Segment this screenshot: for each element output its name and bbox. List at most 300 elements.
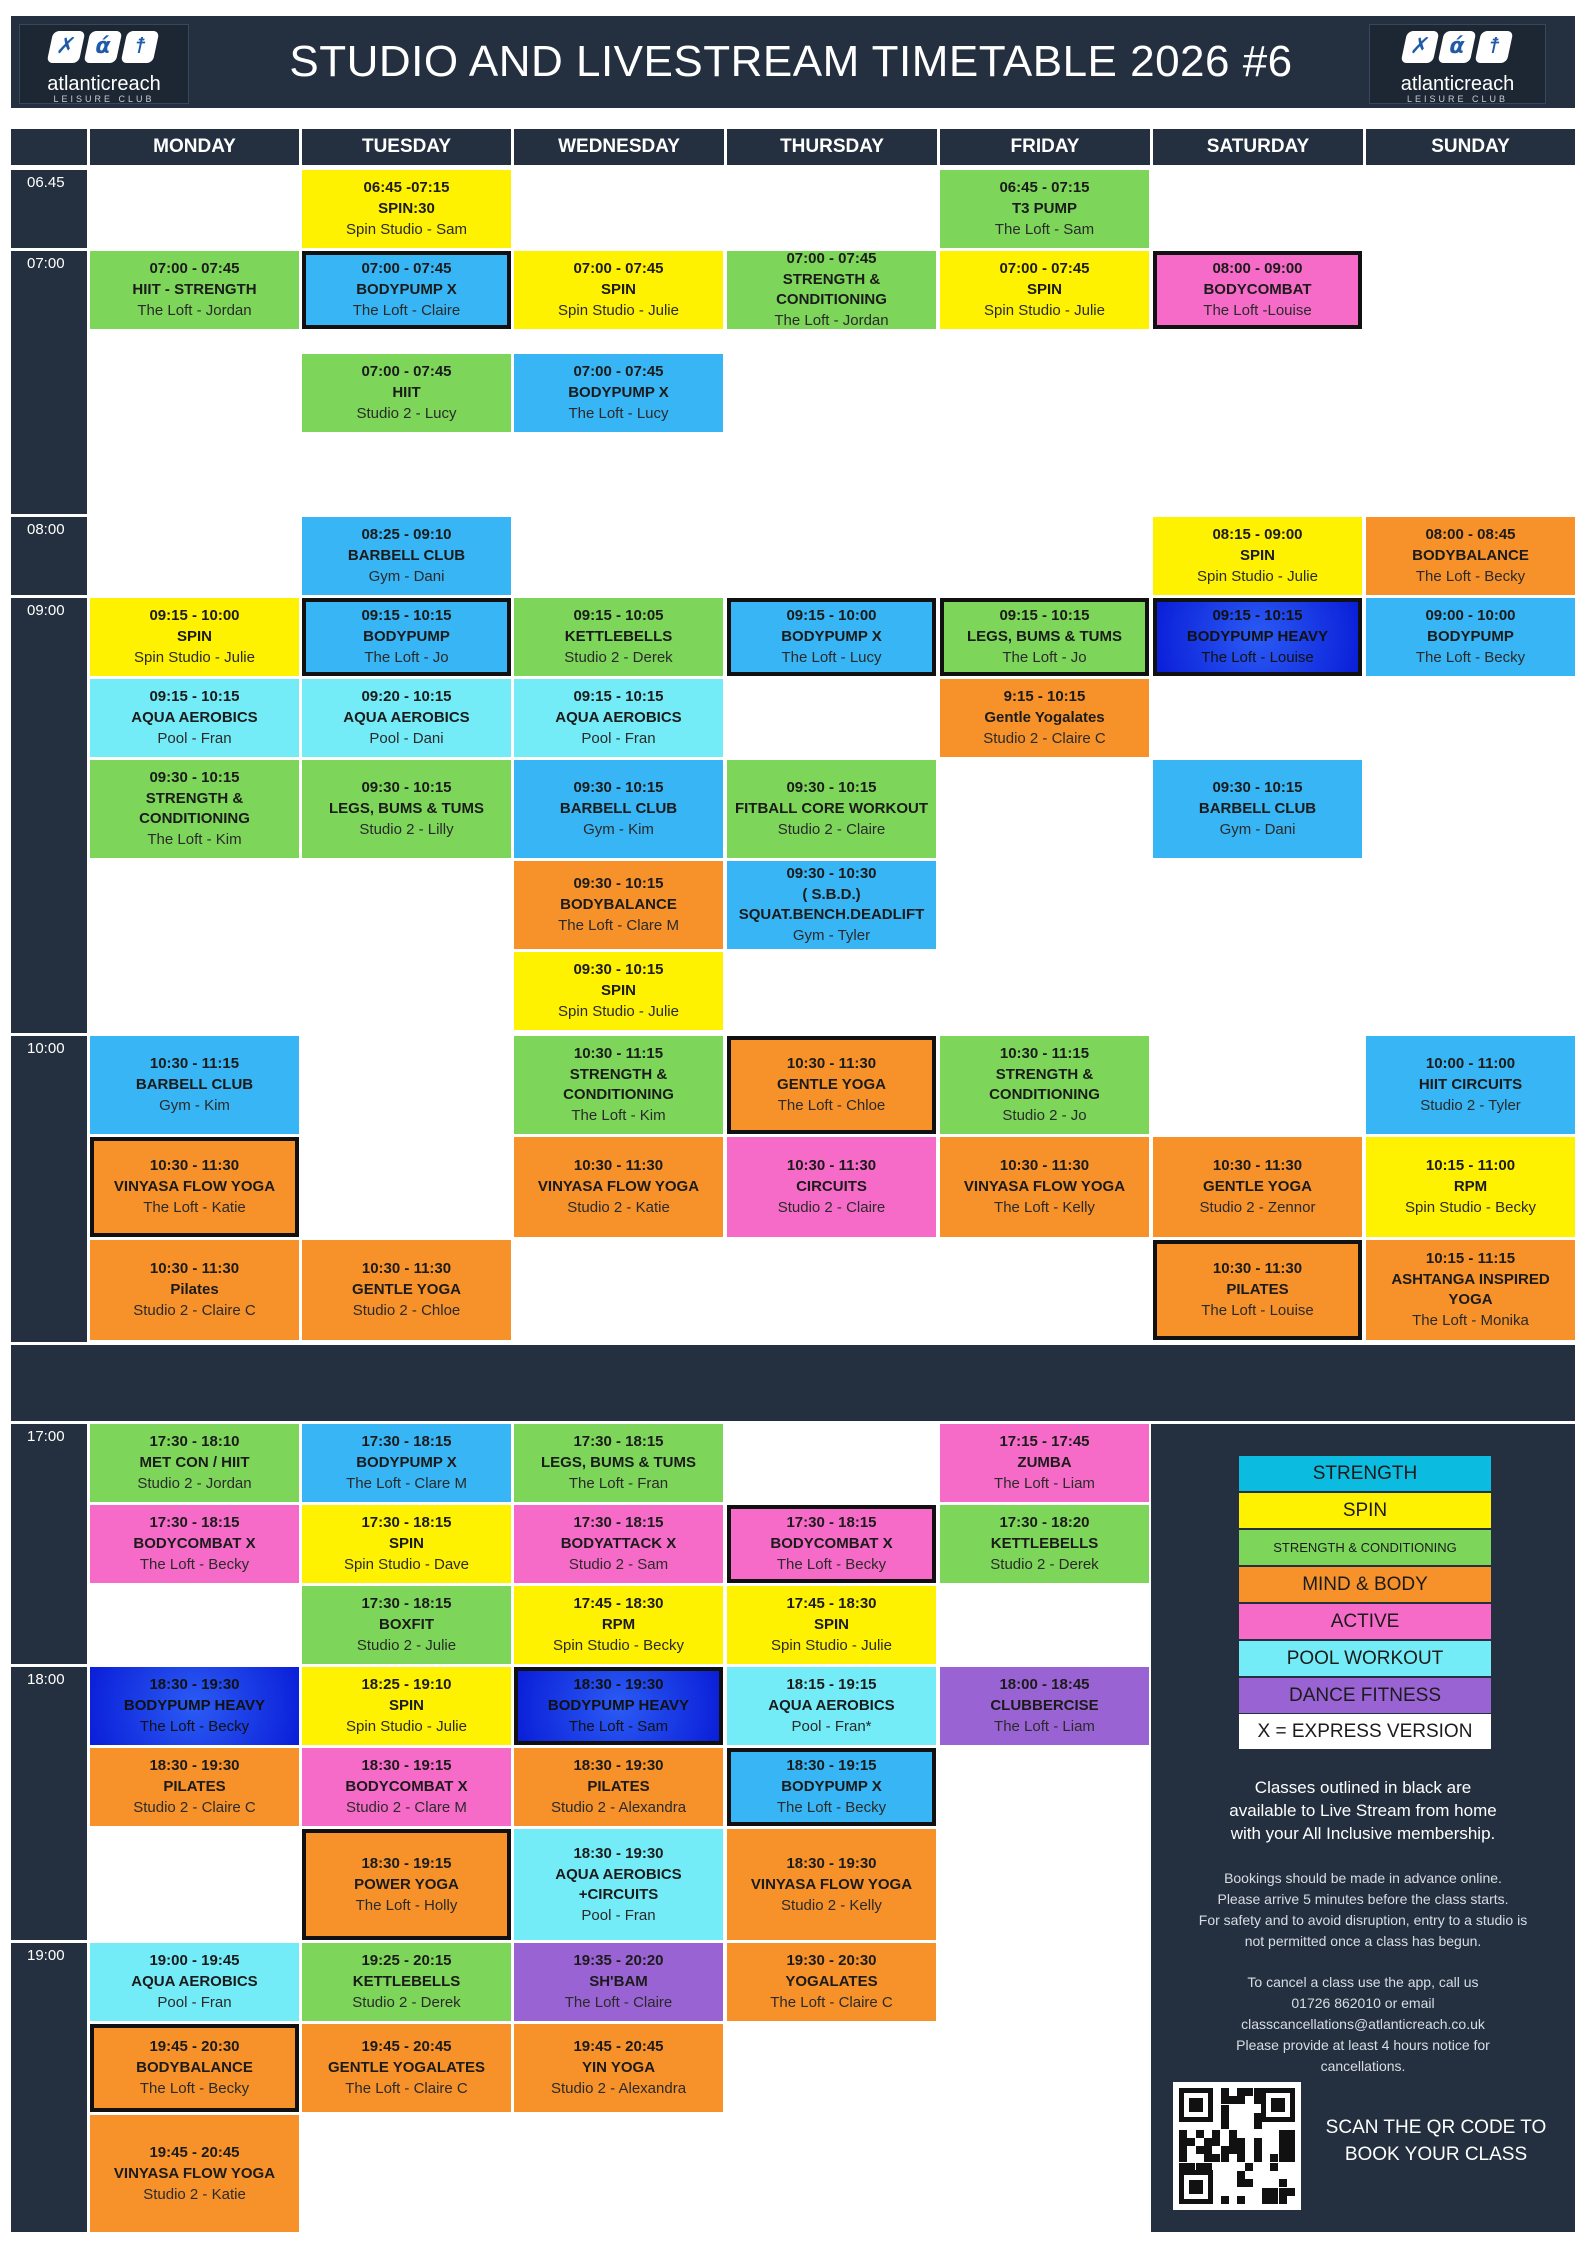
class-cell[interactable]	[302, 517, 511, 595]
midday-divider	[11, 1345, 1575, 1421]
class-time: 10:30 - 11:30	[361, 1260, 452, 1277]
class-location: Studio 2 - Tyler	[1420, 1097, 1521, 1114]
class-time: 19:45 - 20:45	[149, 2143, 240, 2161]
class-time: 09:15 - 10:05	[573, 607, 664, 624]
class-time: 17:30 - 18:15	[361, 1514, 452, 1531]
class-cell[interactable]	[940, 1667, 1149, 1745]
class-cell[interactable]	[514, 1748, 723, 1826]
qr-caption-line: SCAN THE QR CODE TO	[1325, 2117, 1547, 2138]
qr-caption-line: BOOK YOUR CLASS	[1344, 2144, 1528, 2165]
time-label: 07:00	[27, 255, 65, 272]
class-cell[interactable]	[1366, 1240, 1575, 1340]
class-time: 17:15 - 17:45	[999, 1433, 1090, 1450]
class-time: 18:30 - 19:30	[149, 1757, 240, 1774]
class-time: 17:30 - 18:10	[149, 1433, 240, 1450]
class-time: 10:30 - 11:30	[999, 1157, 1090, 1174]
class-name: AQUA AEROBICS	[343, 709, 470, 726]
logo-subtitle: LEISURE CLUB	[1406, 94, 1509, 104]
class-name: MET CON / HIIT	[139, 1454, 250, 1471]
class-name: YOGALATES	[785, 1973, 878, 1990]
class-name: BODYCOMBAT X	[770, 1535, 893, 1552]
class-cell[interactable]	[1366, 1036, 1575, 1134]
class-name: ASHTANGA INSPIRED YOGA	[1391, 1271, 1550, 1308]
legend-item: X = EXPRESS VERSION	[1239, 1714, 1491, 1750]
class-location: The Loft - Clare M	[558, 917, 679, 934]
time-label: 10:00	[27, 1040, 65, 1057]
class-time: 18:30 - 19:15	[361, 1757, 452, 1774]
class-time: 10:30 - 11:30	[573, 1157, 664, 1174]
class-location: Studio 2 - Lucy	[356, 405, 457, 422]
class-name: BODYPUMP HEAVY	[547, 1697, 690, 1714]
class-name: AQUA AEROBICS	[131, 1973, 258, 1990]
class-name: BODYBALANCE	[1412, 547, 1529, 564]
class-cell[interactable]	[514, 760, 723, 858]
class-time: 19:30 - 20:30	[786, 1952, 877, 1969]
class-time: 09:15 - 10:15	[149, 688, 240, 705]
class-location: Spin Studio - Becky	[1405, 1199, 1536, 1216]
class-cell[interactable]	[302, 1240, 511, 1340]
class-location: The Loft - Becky	[139, 1556, 250, 1573]
class-time: 17:30 - 18:15	[573, 1514, 664, 1531]
class-name: BODYCOMBAT	[1203, 281, 1312, 298]
class-cell[interactable]	[940, 1137, 1149, 1237]
class-location: Spin Studio - Julie	[346, 1718, 467, 1735]
class-time: 07:00 - 07:45	[786, 250, 877, 267]
class-name: LEGS, BUMS & TUMS	[540, 1454, 696, 1471]
logo-subtitle: LEISURE CLUB	[53, 94, 155, 104]
class-time: 10:30 - 11:15	[149, 1055, 240, 1072]
class-location: Gym - Tyler	[792, 927, 871, 944]
class-name: KETTLEBELLS	[564, 628, 673, 645]
class-time: 07:00 - 07:45	[361, 363, 452, 380]
class-name: PILATES	[587, 1778, 650, 1795]
legend-item: STRENGTH & CONDITIONING	[1239, 1530, 1491, 1566]
class-time: 18:25 - 19:10	[361, 1676, 452, 1693]
class-cell[interactable]	[727, 1829, 936, 1940]
class-location: Pool - Fran	[581, 1906, 656, 1924]
figure-cycle-icon: ά	[84, 31, 123, 63]
class-cell[interactable]	[90, 1424, 299, 1502]
class-cell[interactable]	[1153, 251, 1362, 329]
class-cell[interactable]	[1153, 598, 1362, 676]
class-time: 08:25 - 09:10	[361, 526, 452, 543]
class-location: The Loft - Becky	[1415, 568, 1526, 585]
booking-qr-code[interactable]	[1173, 2082, 1301, 2210]
class-cell[interactable]	[90, 1505, 299, 1583]
class-location: Gym - Dani	[368, 568, 445, 585]
class-cell[interactable]	[514, 1586, 723, 1664]
day-header-saturday: SATURDAY	[1153, 129, 1363, 165]
class-location: The Loft - Liam	[994, 1718, 1095, 1735]
class-time: 10:30 - 11:30	[1212, 1260, 1303, 1277]
class-time: 17:30 - 18:15	[573, 1433, 664, 1450]
class-location: Pool - Fran	[581, 730, 656, 747]
class-cell[interactable]	[514, 251, 723, 329]
class-location: The Loft - Jordan	[774, 312, 889, 329]
class-location: The Loft -Louise	[1203, 302, 1312, 319]
class-cell[interactable]	[727, 760, 936, 858]
club-logo-left	[19, 24, 189, 104]
class-name: SPIN	[600, 982, 636, 999]
day-header-wednesday: WEDNESDAY	[514, 129, 724, 165]
class-cell[interactable]	[940, 679, 1149, 757]
time-label: 08:00	[27, 521, 65, 538]
legend-item: ACTIVE	[1239, 1604, 1491, 1640]
class-time: 09:30 - 10:15	[786, 779, 877, 796]
class-cell[interactable]	[940, 251, 1149, 329]
class-cell[interactable]	[727, 861, 936, 949]
class-name: BODYBALANCE	[560, 896, 677, 913]
class-location: Gym - Kim	[159, 1097, 230, 1114]
time-label: 17:00	[27, 1428, 65, 1445]
class-location: The Loft - Clare M	[346, 1475, 467, 1492]
class-location: The Loft - Sam	[568, 1718, 669, 1735]
class-name: BODYPUMP X	[781, 628, 882, 645]
class-location: Studio 2 - Kelly	[781, 1896, 882, 1914]
class-time: 09:30 - 10:15	[573, 779, 664, 796]
class-location: The Loft - Holly	[355, 1896, 458, 1914]
class-name: Gentle Yogalates	[984, 709, 1105, 726]
club-logo-right	[1369, 24, 1546, 104]
class-name: SPIN	[388, 1697, 424, 1714]
class-cell[interactable]	[90, 2115, 299, 2232]
class-time: 17:30 - 18:20	[999, 1514, 1090, 1531]
class-cell[interactable]	[302, 2024, 511, 2112]
note-line: For safety and to avoid disruption, entry to a studio is	[1198, 1912, 1528, 1928]
class-cell[interactable]	[514, 679, 723, 757]
class-location: The Loft - Louise	[1201, 649, 1314, 666]
time-row-1800	[11, 1667, 87, 1940]
note-line: Classes outlined in black are	[1254, 1778, 1472, 1797]
class-location: The Loft - Lucy	[781, 649, 882, 666]
class-location: Studio 2 - Alexandra	[550, 2080, 687, 2097]
class-time: 06:45 - 07:15	[999, 179, 1090, 196]
class-location: The Loft - Kim	[571, 1107, 666, 1124]
class-time: 17:30 - 18:15	[361, 1595, 452, 1612]
class-name: AQUA AEROBICS +CIRCUITS	[555, 1865, 682, 1903]
class-location: Studio 2 - Claire C	[133, 1302, 256, 1319]
class-cell[interactable]	[90, 1240, 299, 1340]
class-name: SPIN	[600, 281, 636, 298]
class-location: Studio 2 - Derek	[352, 1994, 461, 2011]
class-time: 19:45 - 20:45	[361, 2038, 452, 2055]
class-location: Gym - Kim	[583, 821, 654, 838]
note-line: not permitted once a class has begun.	[1244, 1933, 1482, 1949]
class-name: FITBALL CORE WORKOUT	[734, 800, 929, 817]
class-cell[interactable]	[727, 1036, 936, 1134]
class-cell[interactable]	[727, 1137, 936, 1237]
class-cell[interactable]	[940, 1505, 1149, 1583]
class-name: HIIT CIRCUITS	[1418, 1076, 1523, 1093]
class-location: The Loft - Claire	[564, 1994, 673, 2011]
time-row-0645	[11, 170, 87, 248]
class-cell[interactable]	[940, 598, 1149, 676]
class-name: SPIN:30	[378, 200, 435, 217]
class-cell[interactable]	[90, 1036, 299, 1134]
class-name: HIIT - STRENGTH	[132, 281, 257, 298]
class-location: Studio 2 - Derek	[564, 649, 673, 666]
class-cell[interactable]	[940, 1424, 1149, 1502]
corner-cell	[11, 129, 87, 165]
class-cell[interactable]	[90, 598, 299, 676]
class-name: HIIT	[392, 384, 421, 401]
class-cell[interactable]	[1153, 517, 1362, 595]
class-time: 10:30 - 11:30	[149, 1157, 240, 1174]
class-time: 09:15 - 10:00	[786, 607, 877, 624]
class-cell[interactable]	[514, 1036, 723, 1134]
time-row-0800	[11, 517, 87, 595]
class-cell[interactable]	[1366, 1137, 1575, 1237]
class-cell[interactable]	[514, 598, 723, 676]
class-cell[interactable]	[940, 1036, 1149, 1134]
class-name: LEGS, BUMS & TUMS	[328, 800, 484, 817]
class-name: BODYPUMP HEAVY	[1186, 628, 1329, 645]
class-location: Studio 2 - Zennor	[1199, 1199, 1316, 1216]
class-time: 10:15 - 11:00	[1425, 1157, 1516, 1174]
class-name: BODYPUMP X	[781, 1778, 882, 1795]
class-cell[interactable]	[727, 598, 936, 676]
class-time: 07:00 - 07:45	[361, 260, 452, 277]
class-name: STRENGTH & CONDITIONING	[563, 1066, 674, 1103]
class-name: VINYASA FLOW YOGA	[113, 1178, 276, 1195]
class-name: AQUA AEROBICS	[555, 709, 682, 726]
class-location: Studio 2 - Julie	[356, 1637, 457, 1654]
class-cell[interactable]	[302, 679, 511, 757]
class-time: 10:30 - 11:15	[999, 1045, 1090, 1062]
class-cell[interactable]	[514, 952, 723, 1030]
class-time: 19:45 - 20:45	[573, 2038, 664, 2055]
logo-name: atlanticreach	[47, 73, 161, 95]
class-name: STRENGTH & CONDITIONING	[989, 1066, 1100, 1103]
note-line: To cancel a class use the app, call us	[1247, 1974, 1479, 1990]
booking-note	[1161, 1868, 1565, 1952]
class-time: 19:35 - 20:20	[573, 1952, 664, 1969]
class-location: Studio 2 - Claire C	[133, 1799, 256, 1816]
legend-item: MIND & BODY	[1239, 1567, 1491, 1603]
class-location: Spin Studio - Becky	[553, 1637, 684, 1654]
class-name: Pilates	[170, 1281, 219, 1298]
class-cell[interactable]	[514, 1424, 723, 1502]
class-cell[interactable]	[90, 760, 299, 858]
class-time: 10:30 - 11:15	[573, 1045, 664, 1062]
class-cell[interactable]	[1366, 598, 1575, 676]
class-cell[interactable]	[90, 679, 299, 757]
class-cell[interactable]	[302, 1667, 511, 1745]
class-cell[interactable]	[302, 170, 511, 248]
class-location: Studio 2 - Sam	[568, 1556, 669, 1573]
class-name: BODYPUMP HEAVY	[123, 1697, 266, 1714]
class-time: 18:30 - 19:30	[573, 1844, 664, 1862]
class-location: Spin Studio - Dave	[343, 1556, 470, 1573]
class-time: 17:30 - 18:15	[786, 1514, 877, 1531]
class-location: Studio 2 - Lilly	[359, 821, 454, 838]
note-line: Please arrive 5 minutes before the class starts.	[1217, 1891, 1509, 1907]
class-cell[interactable]	[302, 1748, 511, 1826]
class-cell[interactable]	[302, 1586, 511, 1664]
class-name: GENTLE YOGALATES	[328, 2059, 485, 2076]
class-cell[interactable]	[514, 1505, 723, 1583]
class-cell[interactable]	[1153, 760, 1362, 858]
note-line: 01726 862010 or email	[1291, 1995, 1435, 2011]
class-location: The Loft - Kelly	[994, 1199, 1095, 1216]
class-time: 19:00 - 19:45	[149, 1952, 240, 1969]
class-location: The Loft - Chloe	[777, 1097, 886, 1114]
class-cell[interactable]	[1366, 517, 1575, 595]
class-location: The Loft - Kim	[147, 831, 242, 848]
class-name: BODYPUMP	[363, 628, 450, 645]
class-name: BARBELL CLUB	[135, 1076, 254, 1093]
class-name: RPM	[601, 1616, 636, 1633]
class-name: SPIN	[1026, 281, 1062, 298]
class-location: The Loft - Claire	[352, 302, 461, 319]
class-cell[interactable]	[302, 598, 511, 676]
class-location: The Loft - Becky	[1415, 649, 1526, 666]
class-name: AQUA AEROBICS	[131, 709, 258, 726]
class-time: 18:30 - 19:30	[149, 1676, 240, 1693]
class-name: GENTLE YOGA	[352, 1281, 461, 1298]
class-location: The Loft - Katie	[143, 1199, 246, 1216]
figure-run-icon: ✗	[47, 31, 86, 63]
class-cell[interactable]	[302, 1943, 511, 2021]
class-location: Spin Studio - Julie	[771, 1637, 892, 1654]
class-cell[interactable]	[727, 1586, 936, 1664]
class-location: The Loft - Claire C	[345, 2080, 468, 2097]
note-line: Bookings should be made in advance online.	[1224, 1870, 1502, 1886]
class-location: The Loft - Lucy	[568, 405, 669, 422]
class-location: The Loft - Claire C	[770, 1994, 893, 2011]
class-time: 08:15 - 09:00	[1212, 526, 1303, 543]
class-name: BODYPUMP X	[356, 281, 457, 298]
class-cell[interactable]	[90, 1943, 299, 2021]
day-header-tuesday: TUESDAY	[302, 129, 511, 165]
class-time: 07:00 - 07:45	[999, 260, 1090, 277]
class-time: 10:00 - 11:00	[1425, 1055, 1516, 1072]
class-cell[interactable]	[90, 1667, 299, 1745]
class-cell[interactable]	[727, 1667, 936, 1745]
class-time: 9:15 - 10:15	[1003, 688, 1086, 705]
class-time: 18:30 - 19:30	[573, 1676, 664, 1693]
class-time: 09:30 - 10:15	[1212, 779, 1303, 796]
class-time: 09:30 - 10:15	[149, 769, 240, 786]
class-time: 08:00 - 08:45	[1425, 526, 1516, 543]
class-time: 17:45 - 18:30	[786, 1595, 877, 1612]
class-cell[interactable]	[1153, 1137, 1362, 1237]
class-time: 10:30 - 11:30	[786, 1055, 877, 1072]
class-location: The Loft - Louise	[1201, 1302, 1314, 1319]
class-time: 09:30 - 10:15	[573, 961, 664, 978]
class-location: The Loft - Becky	[776, 1799, 887, 1816]
class-cell[interactable]	[90, 1748, 299, 1826]
class-cell[interactable]	[302, 1505, 511, 1583]
class-time: 06:45 -07:15	[363, 179, 450, 196]
class-name: PILATES	[1226, 1281, 1289, 1298]
class-location: The Loft - Jo	[1002, 649, 1087, 666]
class-time: 09:30 - 10:30	[786, 865, 877, 882]
class-name: BODYCOMBAT X	[133, 1535, 256, 1552]
class-cell[interactable]	[514, 354, 723, 432]
class-location: The Loft - Liam	[994, 1475, 1095, 1492]
class-cell[interactable]	[727, 1505, 936, 1583]
class-name: STRENGTH & CONDITIONING	[139, 790, 250, 827]
class-cell[interactable]	[514, 1943, 723, 2021]
class-cell[interactable]	[90, 1137, 299, 1237]
class-name: VINYASA FLOW YOGA	[537, 1178, 700, 1195]
class-cell[interactable]	[90, 251, 299, 329]
class-cell[interactable]	[727, 251, 936, 329]
cancellation-email[interactable]: classcancellations@atlanticreach.co.uk	[1241, 2016, 1485, 2032]
class-name: GENTLE YOGA	[777, 1076, 886, 1093]
class-name: BODYBALANCE	[136, 2059, 253, 2076]
time-row-0700	[11, 251, 87, 514]
class-cell[interactable]	[727, 1943, 936, 2021]
day-header-thursday: THURSDAY	[727, 129, 937, 165]
class-time: 10:30 - 11:30	[149, 1260, 240, 1277]
class-name: BODYPUMP	[1427, 628, 1514, 645]
class-cell[interactable]	[514, 1829, 723, 1940]
class-cell[interactable]	[514, 861, 723, 949]
class-cell[interactable]	[302, 354, 511, 432]
class-name: KETTLEBELLS	[990, 1535, 1099, 1552]
class-cell[interactable]	[1153, 1240, 1362, 1340]
class-time: 09:15 - 10:15	[999, 607, 1090, 624]
class-name: BARBELL CLUB	[1198, 800, 1317, 817]
page-title: STUDIO AND LIVESTREAM TIMETABLE 2026 #6	[289, 37, 1293, 86]
class-location: Studio 2 - Chloe	[352, 1302, 461, 1319]
class-location: Pool - Fran	[157, 730, 232, 747]
time-row-1000	[11, 1036, 87, 1342]
class-time: 17:45 - 18:30	[573, 1595, 664, 1612]
class-cell[interactable]	[940, 170, 1149, 248]
class-name: YIN YOGA	[581, 2059, 656, 2076]
class-cell[interactable]	[514, 1137, 723, 1237]
class-name: BODYPUMP X	[568, 384, 669, 401]
figure-swim-icon: ☨	[121, 31, 160, 63]
note-line: Please provide at least 4 hours notice for	[1236, 2037, 1490, 2053]
class-time: 07:00 - 07:45	[573, 260, 664, 277]
class-time: 18:30 - 19:30	[573, 1757, 664, 1774]
class-cell[interactable]	[302, 1424, 511, 1502]
class-cell[interactable]	[302, 251, 511, 329]
time-label: 06.45	[27, 174, 65, 191]
class-cell[interactable]	[514, 2024, 723, 2112]
class-location: The Loft - Jordan	[137, 302, 252, 319]
class-time: 10:15 - 11:15	[1425, 1250, 1516, 1267]
class-name: SPIN	[176, 628, 212, 645]
time-row-0900	[11, 598, 87, 1033]
class-name: BODYPUMP X	[356, 1454, 457, 1471]
figure-run-icon: ✗	[1401, 31, 1440, 63]
class-location: Pool - Fran	[157, 1994, 232, 2011]
class-cell[interactable]	[302, 760, 511, 858]
note-line: cancellations.	[1320, 2058, 1406, 2074]
class-cell[interactable]	[302, 1829, 511, 1940]
class-time: 07:00 - 07:45	[573, 363, 664, 380]
class-cell[interactable]	[727, 1748, 936, 1826]
day-header-friday: FRIDAY	[940, 129, 1150, 165]
legend-item: SPIN	[1239, 1493, 1491, 1529]
class-location: Studio 2 - Claire	[777, 821, 886, 838]
class-location: The Loft - Becky	[776, 1556, 887, 1573]
class-name: ( S.B.D.) SQUAT.BENCH.DEADLIFT	[738, 886, 925, 923]
class-name: VINYASA FLOW YOGA	[750, 1875, 913, 1893]
class-cell[interactable]	[90, 2024, 299, 2112]
class-time: 09:15 - 10:15	[573, 688, 664, 705]
class-cell[interactable]	[514, 1667, 723, 1745]
class-time: 18:30 - 19:15	[361, 1854, 452, 1872]
class-location: Studio 2 - Claire C	[983, 730, 1106, 747]
class-location: Spin Studio - Julie	[1197, 568, 1318, 585]
class-location: Studio 2 - Jordan	[137, 1475, 252, 1492]
